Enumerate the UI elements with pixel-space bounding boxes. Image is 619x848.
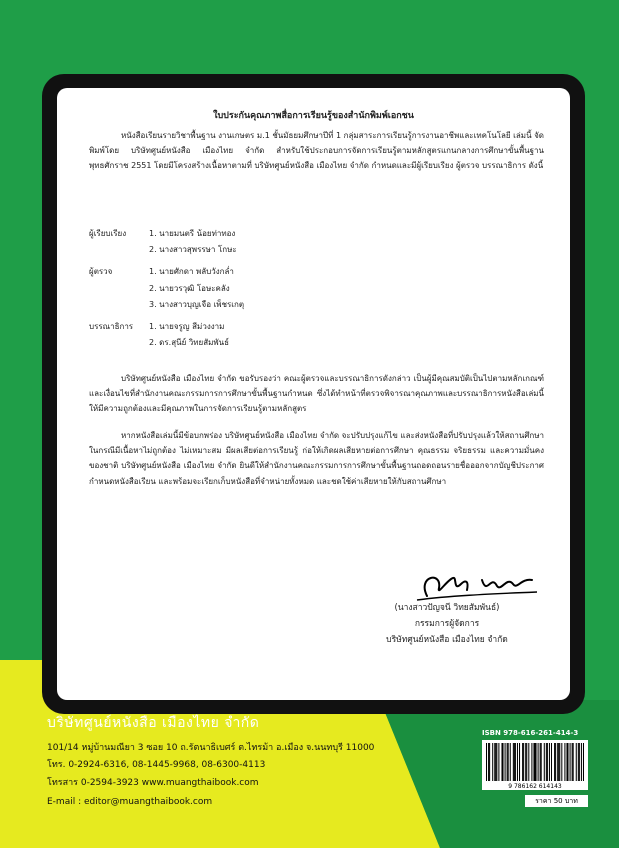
barcode [482, 740, 588, 790]
credits-role: บรรณาธิการ [89, 321, 134, 331]
footer-phone: โทร. 0-2924-6316, 08-1445-9968, 08-6300-4113 [47, 760, 266, 770]
certificate-title: ใบประกันคุณภาพสื่อการเรียนรู้ของสำนักพิมพ์เอกชน [213, 111, 414, 121]
credits-name: 1. นายศักดา พลับวังกล่ำ [149, 267, 234, 277]
price-label: ราคา 50 บาท [525, 795, 588, 807]
credits-role: ผู้ตรวจ [89, 267, 113, 277]
footer-fax-website: โทรสาร 0-2594-3923 www.muangthaibook.com [47, 778, 259, 788]
barcode-bars [486, 743, 584, 781]
certificate-paragraph-3: หากหนังสือเล่มนี้มีข้อบกพร่อง บริษัทศูนย์หนังสือ เมืองไทย จำกัด จะปรับปรุงแก้ไข และส่งหนังสือที่ปรับปรุงแล้วให้สถานศึกษา ในกรณีมีเนื้อหาไม่ถูกต้อง ไม่เหมาะสม มีผลเสียต่อการเรียนรู้ ก่อให้เกิดผลเสียหายต่อการศึกษา คุณธรรม จริยธรรม และความมั่นคงของชาติ บริษัทศูนย์หนังสือ เมืองไทย จำกัด ยินดีให้สำนักงานคณะกรรมการการศึกษาขั้นพื้นฐานถอดถอนรายชื่อออกจากบัญชีประกาศกำหนดหนังสือเรียน และพร้อมจะเรียกเก็บหนังสือที่จำหน่ายทั้งหมด และชดใช้ค่าเสียหายให้กับสถานศึกษา [89, 431, 545, 486]
credits-name: 2. นางสาวสุพรรษา โกษะ [149, 245, 237, 255]
credits-role: ผู้เรียบเรียง [89, 229, 127, 238]
signature-block [347, 600, 547, 648]
certificate-paper [57, 88, 570, 700]
barcode-digits: 9 786162 614143 [508, 783, 562, 790]
credits-name: 3. นางสาวบุญเจือ เพ็ชรเกตุ [149, 299, 245, 309]
certificate-paragraph-2: บริษัทศูนย์หนังสือ เมืองไทย จำกัด ขอรับรองว่า คณะผู้ตรวจและบรรณาธิการดังกล่าว เป็นผู้มีคุณสมบัติเป็นไปตามหลักเกณฑ์และเงื่อนไขที่สำนักงานคณะกรรมการการศึกษาขั้นพื้นฐานกำหนด ซึ่งได้ทำหน้าที่ตรวจพิจารณาคุณภาพและบรรณาธิการหนังสือเล่มนี้ให้มีความถูกต้องและมีคุณภาพในการจัดการเรียนรู้ตามหลักสูตร [89, 374, 544, 414]
footer-address: 101/14 หมู่บ้านมณียา 3 ซอย 10 ถ.รัตนาธิเบศร์ ต.ไทรม้า อ.เมือง จ.นนทบุรี 11000 [47, 743, 375, 753]
footer-email: E-mail : editor@muangthaibook.com [47, 797, 213, 807]
certificate-paragraph-1: หนังสือเรียนรายวิชาพื้นฐาน งานเกษตร ม.1 ชั้นมัธยมศึกษาปีที่ 1 กลุ่มสาระการเรียนรู้การงานอาชีพและเทคโนโลยี เล่มนี้ จัดพิมพ์โดย บริษัทศูนย์หนังสือ เมืองไทย จำกัด สำหรับใช้ประกอบการจัดการเรียนรู้ตามหลักสูตรแกนกลางการศึกษาขั้นพื้นฐาน พุทธศักราช 2551 โดยมีโครงสร้างเนื้อหาตามที่ บริษัทศูนย์หนังสือ เมืองไทย จำกัด กำหนดและมีผู้เรียบเรียง ผู้ตรวจ บรรณาธิการ ดังนี้ [89, 131, 544, 171]
footer-company-name: บริษัทศูนย์หนังสือ เมืองไทย จำกัด [47, 715, 260, 731]
signatory-company: บริษัทศูนย์หนังสือ เมืองไทย จำกัด [386, 635, 508, 646]
credits-name: 1. นายจรูญ สีม่วงงาม [149, 321, 225, 331]
credits-name: 1. นายมนตรี น้อยท่าทอง [149, 229, 236, 238]
credits-name: 2. ดร.สุนีย์ วิทยสัมพันธ์ [149, 338, 230, 348]
credits-name: 2. นายวรวุฒิ โอษะคลัง [149, 283, 230, 293]
signatory-name: (นางสาวปัญจนี วิทยสัมพันธ์) [394, 603, 500, 613]
credits-group-authors [89, 226, 389, 258]
signatory-position: กรรมการผู้จัดการ [414, 619, 480, 630]
credits-group-editors [89, 319, 389, 351]
credits-group-reviewers [89, 264, 389, 313]
isbn-label: ISBN 978-616-261-414-3 [482, 729, 579, 737]
credits-list [89, 226, 389, 357]
